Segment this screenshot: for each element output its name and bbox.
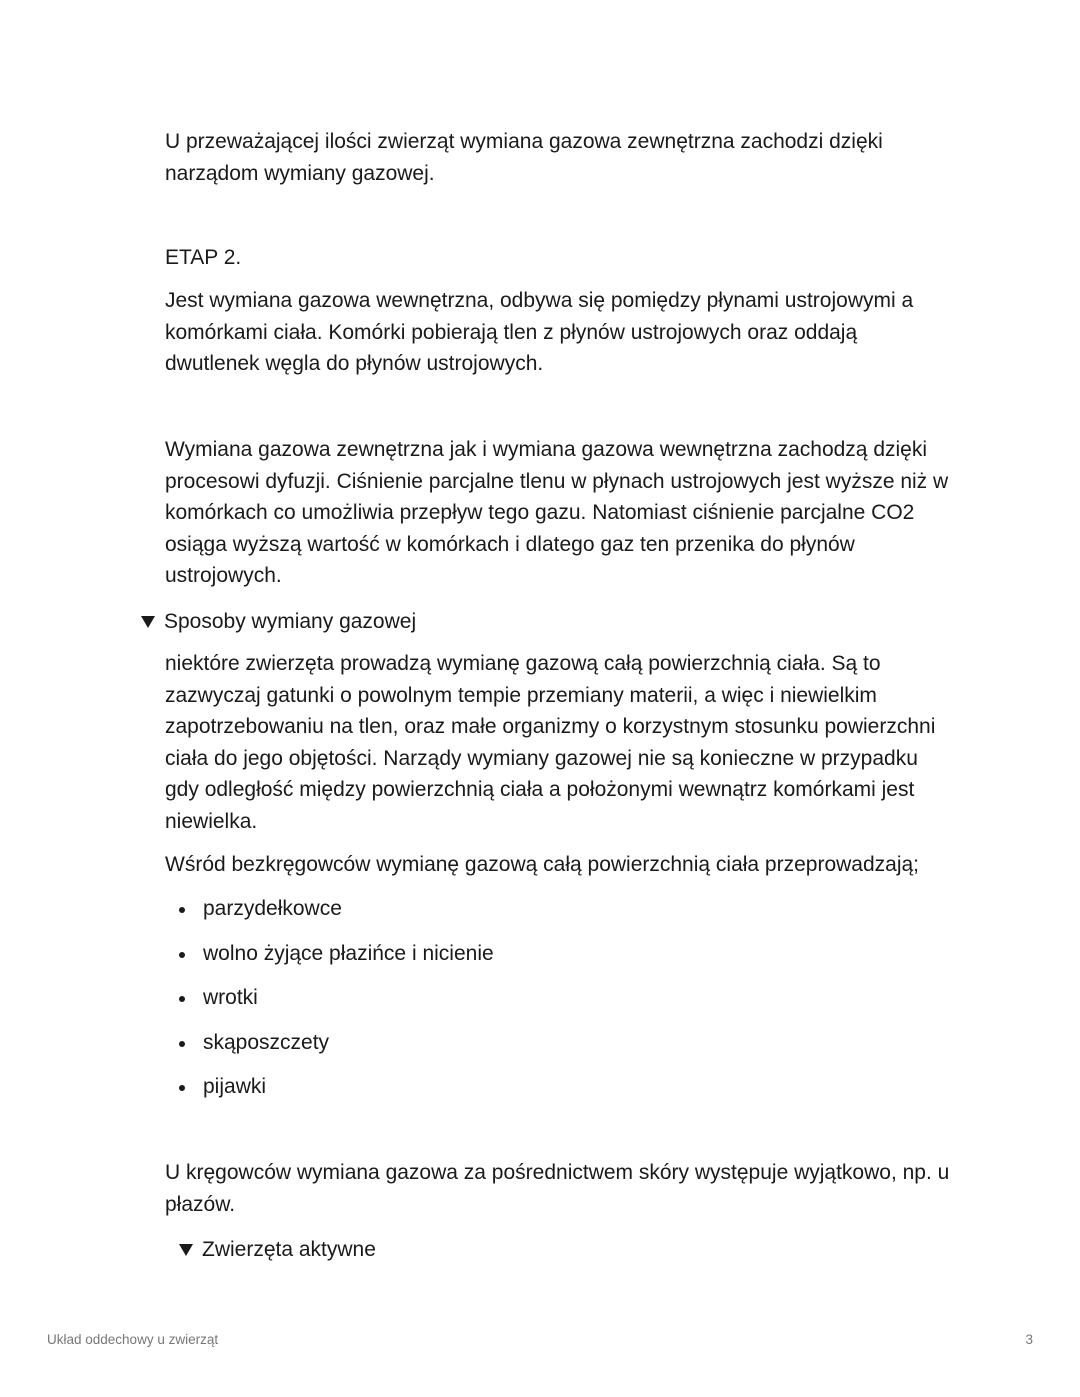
toggle-sposoby-wymiany-gazowej[interactable] bbox=[141, 606, 416, 638]
paragraph-dyfuzja: Wymiana gazowa zewnętrzna jak i wymiana gazowa wewnętrzna zachodzą dzięki procesowi dyfuzji. Ciśnienie parcjalne tlenu w płynach ustrojowych jest wyższe niż w komórkach co umożliwia przepływ tego gazu. Natomiast ciśnienie parcjalne CO2 osiąga wyższą wartość w komórkach i dlatego gaz ten przenika do płynów ustrojowych. bbox=[165, 438, 949, 587]
list-item: parzydełkowce bbox=[165, 893, 494, 938]
bullet-icon bbox=[179, 1041, 185, 1047]
paragraph-kregowce: U kręgowców wymiana gazowa za pośrednictwem skóry występuje wyjątkowo, np. u płazów. bbox=[165, 1161, 950, 1216]
toggle-label: Zwierzęta aktywne bbox=[202, 1238, 376, 1261]
list-item: pijawki bbox=[165, 1071, 494, 1116]
paragraph-wymiana-wewnetrzna: Jest wymiana gazowa wewnętrzna, odbywa się pomiędzy płynami ustrojowymi a komórkami ciała. Komórki pobierają tlen z płynów ustrojowych oraz oddają dwutlenek węgla do płynów ustrojowych. bbox=[165, 289, 914, 375]
bullet-icon bbox=[179, 907, 185, 913]
list-item: skąposzczety bbox=[165, 1027, 494, 1072]
toggle-label: Sposoby wymiany gazowej bbox=[164, 610, 417, 633]
paragraph-bezkregowce: Wśród bezkręgowców wymianę gazową całą powierzchnią ciała przeprowadzają; bbox=[165, 853, 920, 876]
triangle-down-icon[interactable] bbox=[179, 1244, 193, 1256]
page-number: 3 bbox=[1025, 1332, 1033, 1347]
triangle-down-icon[interactable] bbox=[141, 616, 155, 628]
list-item: wrotki bbox=[165, 982, 494, 1027]
paragraph-powierzchnia-ciala: niektóre zwierzęta prowadzą wymianę gazową całą powierzchnią ciała. Są to zazwyczaj gatunki o powolnym tempie przemiany materii, a więc i niewielkim zapotrzebowaniu na tlen, oraz małe organizmy o korzystnym stosunku powierzchni ciała do jego objętości. Narządy wymiany gazowej nie są konieczne w przypadku gdy odległość między powierzchnią ciała a położonymi wewnątrz komórkami jest niewielka. bbox=[165, 652, 936, 833]
bullet-list-bezkregowce bbox=[165, 893, 494, 1116]
bullet-icon bbox=[179, 952, 185, 958]
list-item: wolno żyjące płazińce i nicienie bbox=[165, 938, 494, 983]
paragraph-narzady: U przeważającej ilości zwierząt wymiana gazowa zewnętrzna zachodzi dzięki narządom wymiany gazowej. bbox=[165, 130, 883, 185]
footer-title: Układ oddechowy u zwierząt bbox=[47, 1332, 219, 1347]
toggle-zwierzeta-aktywne[interactable] bbox=[179, 1234, 376, 1266]
heading-etap-2: ETAP 2. bbox=[165, 246, 242, 269]
bullet-icon bbox=[179, 1085, 185, 1091]
bullet-icon bbox=[179, 996, 185, 1002]
